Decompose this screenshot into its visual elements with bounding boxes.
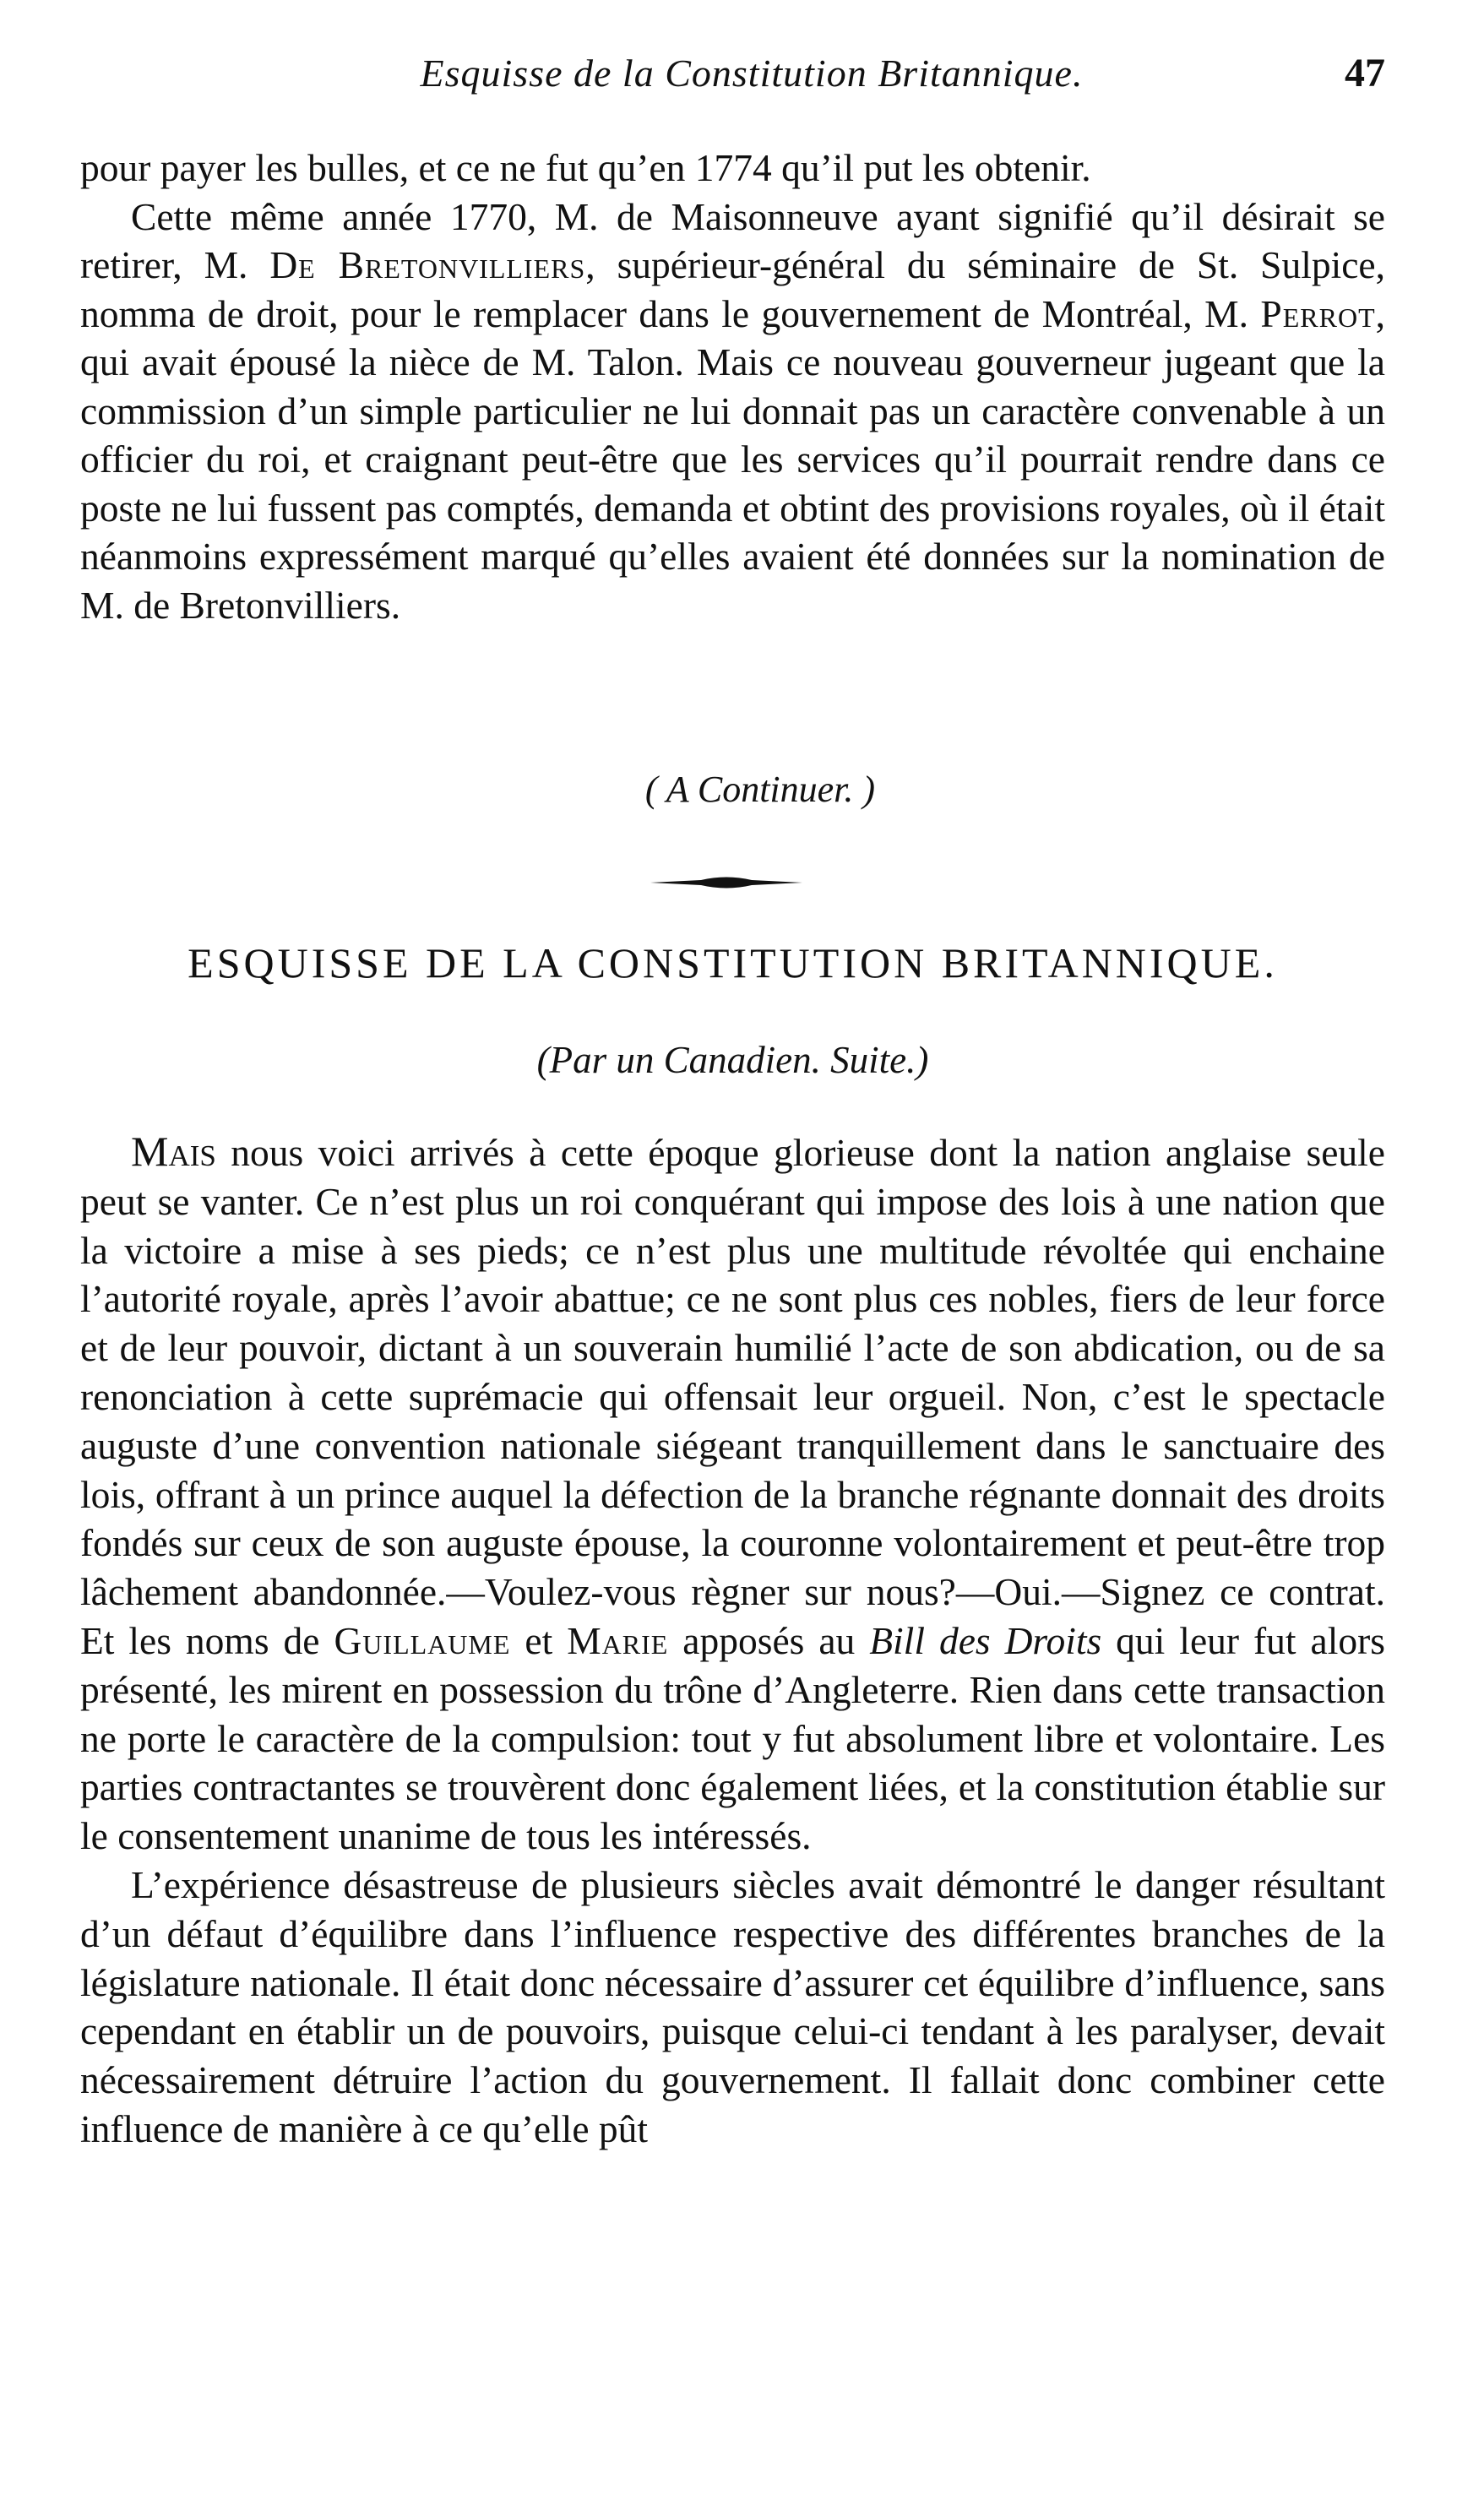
- article-continuation: [80, 144, 1385, 629]
- byline: (Par un Canadien. Suite.): [536, 1039, 929, 1081]
- running-title: Esquisse de la Constitution Britannique.: [420, 52, 1084, 95]
- paragraph-text: et: [510, 1618, 568, 1662]
- paragraph: [80, 193, 1385, 630]
- paragraph-text: nous voici arrivés à cette époque glorieuse dont la nation anglaise seule peut se vanter. Ce n’est plus un roi conquérant qui impose des lois à une nation que la victoire a mise à ses pieds; ce n’est plus une multitude révoltée qui enchaine l’autorité royale, après l’avoir abattue; ce ne sont plus ces nobles, fiers de leur force et de leur pouvoir, dictant à un souverain humilié l’acte de son abdication, ou de sa renonciation à cette suprémacie qui offensait leur orgueil. Non, c’est le spectacle auguste d’une convention nationale siégeant tranquillement dans le sanctuaire des lois, offrant à un prince auquel la défection de la branche régnante donnait des droits fondés sur ceux de son auguste épouse, la couronne volontairement et peut-être trop lâchement abandonnée.—Voulez-vous règner sur nous?—Oui.—Signez ce contrat. Et les noms de: [80, 1131, 1385, 1662]
- paragraph-text: , supérieur-général du séminaire de St. Sulpice, nomma de droit, pour le remplacer dans le gouvernement de Montréal, M.: [80, 243, 1385, 335]
- separator-ornament: [650, 874, 802, 891]
- paragraph-text: L’expérience désastreuse de plusieurs siècles avait démontré le danger résultant d’un défaut d’équilibre dans l’influence respective des différentes branches de la législature nationale. Il était donc nécessaire d’assurer cet équilibre d’influence, sans cependant en établir un de pouvoirs, puisque celui-ci tendant à les paralyser, devait nécessairement détruire l’action du gouvernement. Il fallait donc combiner cette influence de manière à ce qu’elle pût: [80, 1862, 1385, 2150]
- paragraph: [80, 1861, 1385, 2154]
- opening-word: Mais: [131, 1128, 216, 1175]
- paragraph-text: apposés au: [668, 1618, 870, 1662]
- paragraph: [80, 1128, 1385, 1861]
- paragraph-text: qui leur fut alors présenté, les mirent en possession du trône d’Angleterre. Rien dans cette transaction ne porte le caractère de la compulsion: tout y fut absolument libre et volontaire. Les parties contractantes se trouvèrent donc également liées, et la constitution établie sur le consentement unanime de tous les intéressés.: [80, 1618, 1385, 1858]
- section-title: ESQUISSE DE LA CONSTITUTION BRITANNIQUE.: [188, 939, 1278, 986]
- paragraph-text: pour payer les bulles, et ce ne fut qu’en 1774 qu’il put les obtenir.: [80, 146, 1091, 189]
- document-title: Bill des Droits: [869, 1618, 1102, 1662]
- paragraph: [80, 144, 1385, 193]
- paragraph-text: , qui avait épousé la nièce de M. Talon. Mais ce nouveau gouverneur jugeant que la commission d’un simple particulier ne lui donnait pas un caractère convenable à un officier du roi, et craignant peut-être que les services qu’il pourrait rendre dans ce poste ne lui fussent pas comptés, demanda et obtint des provisions royales, où il était néanmoins expressément marqué qu’elles avaient été données sur la nomination de M. de Bretonvilliers.: [80, 291, 1385, 627]
- running-head: [76, 44, 1394, 103]
- page-number: 47: [1345, 51, 1385, 95]
- to-be-continued-note: ( A Continuer. ): [644, 769, 876, 810]
- person-name: De Bretonvilliers: [269, 243, 586, 286]
- person-name: Perrot: [1260, 291, 1376, 335]
- person-name: Marie: [567, 1618, 669, 1662]
- paragraph-text: Cette même année 1770, M. de Maisonneuve ayant signifié qu’il désirait se retirer, M.: [80, 194, 1385, 286]
- article-body: [80, 1128, 1385, 2154]
- person-name: Guillaume: [334, 1618, 511, 1662]
